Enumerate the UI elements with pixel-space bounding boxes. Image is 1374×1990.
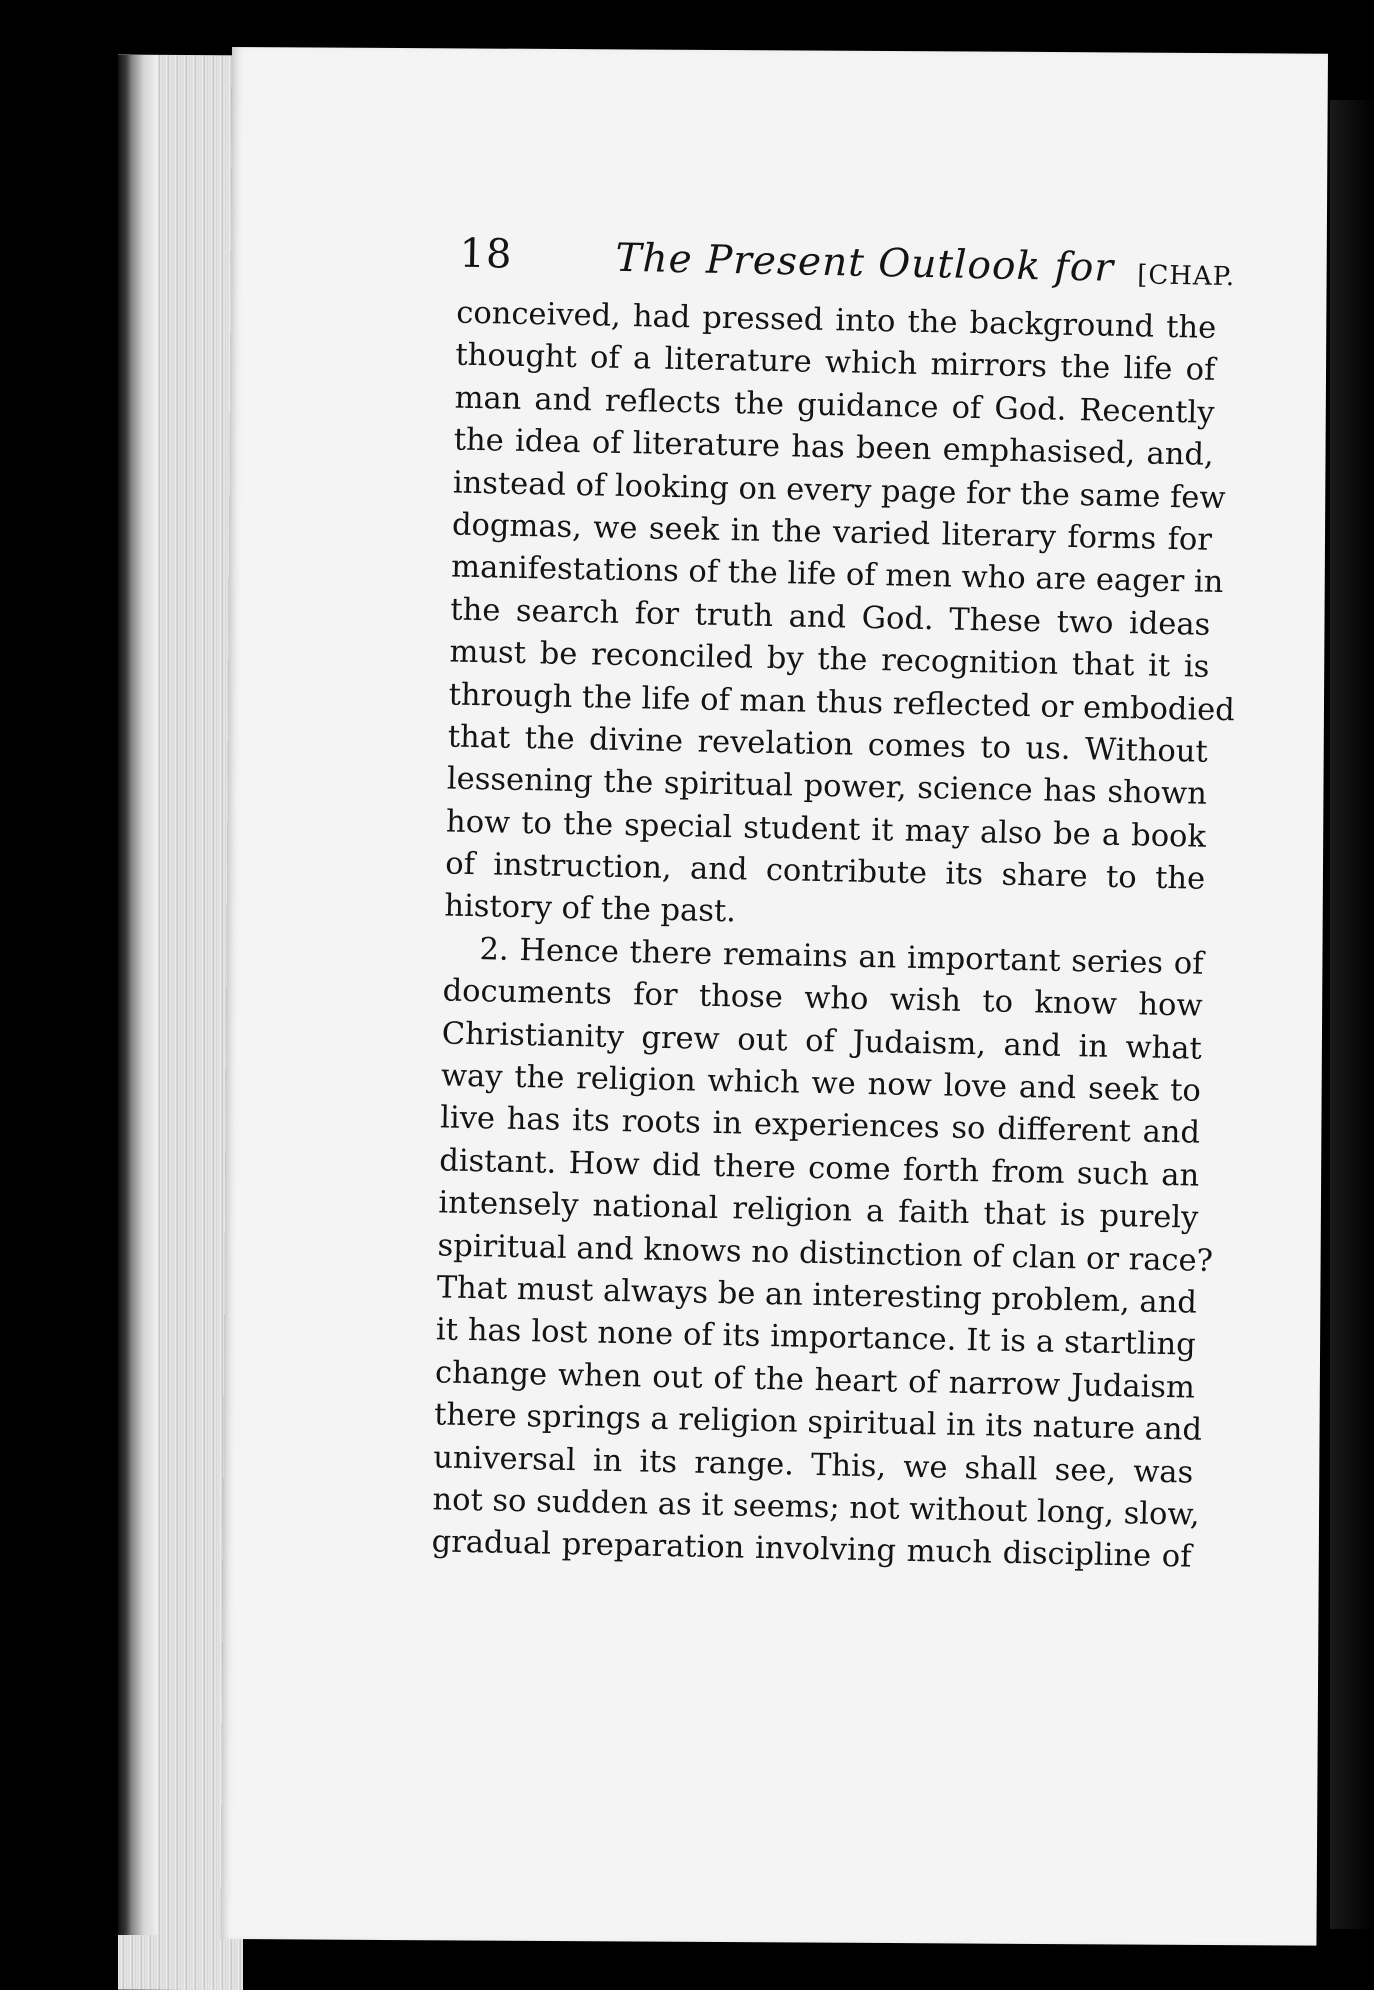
text-line: must be reconciled by the recognition that it is (449, 634, 1210, 685)
chapter-mark: [CHAP. (1136, 260, 1236, 293)
text-line: there springs a religion spiritual in its nature and (433, 1397, 1203, 1448)
right-gutter-shadow (1330, 100, 1374, 1929)
page-number: 18 (459, 230, 513, 278)
text-line: That must always be an interesting problem, and (436, 1270, 1198, 1321)
text-line: through the life of man thus reflected or embodied (448, 677, 1236, 728)
text-line: thought of a literature which mirrors the life of (455, 337, 1216, 389)
text-line: distant. How did there come forth from such an (438, 1143, 1200, 1194)
text-line: not so sudden as it seems; not without long, slow, (432, 1482, 1200, 1533)
text-line: intensely national religion a faith that is purely (438, 1185, 1199, 1236)
text-line: lessening the spiritual power, science has shown (446, 761, 1208, 813)
running-title: The Present Outlook for (615, 235, 1115, 291)
text-line: history of the past. (444, 888, 737, 930)
text-line: gradual preparation involving much discipline of (431, 1524, 1192, 1575)
text-line: it has lost none of its importance. It is a startling (435, 1312, 1197, 1364)
text-line: manifestations of the life of men who are eager in (450, 549, 1224, 601)
binding-shadow (118, 55, 158, 1935)
text-line: man and reflects the guidance of God. Recently (454, 380, 1215, 431)
text-line: change when out of the heart of narrow Judaism (434, 1355, 1196, 1406)
text-line: way the religion which we now love and seek to (440, 1058, 1202, 1109)
text-line: the idea of literature has been emphasised, and, (453, 422, 1214, 473)
text-line: that the divine revelation comes to us. Without (447, 719, 1209, 770)
text-line: conceived, had pressed into the background the (455, 295, 1217, 346)
text-line: documents for those who wish to know how (442, 973, 1203, 1024)
text-line: of instruction, and contribute its share to the (444, 846, 1206, 897)
text-line: live has its roots in experiences so different and (439, 1100, 1201, 1152)
text-line: instead of looking on every page for the same few (452, 465, 1226, 516)
page-text-block (401, 230, 1236, 1579)
text-line: Christianity grew out of Judaism, and in what (441, 1016, 1203, 1067)
text-line: how to the special student it may also be a book (445, 804, 1207, 855)
text-line-paragraph-start: 2. Hence there remains an important series of (479, 932, 1204, 982)
text-line: dogmas, we seek in the varied literary forms for (451, 507, 1213, 558)
text-line: universal in its range. This, we shall see, was (433, 1439, 1194, 1491)
text-line: the search for truth and God. These two ideas (450, 592, 1211, 643)
text-line: spiritual and knows no distinction of clan or race? (437, 1227, 1214, 1279)
